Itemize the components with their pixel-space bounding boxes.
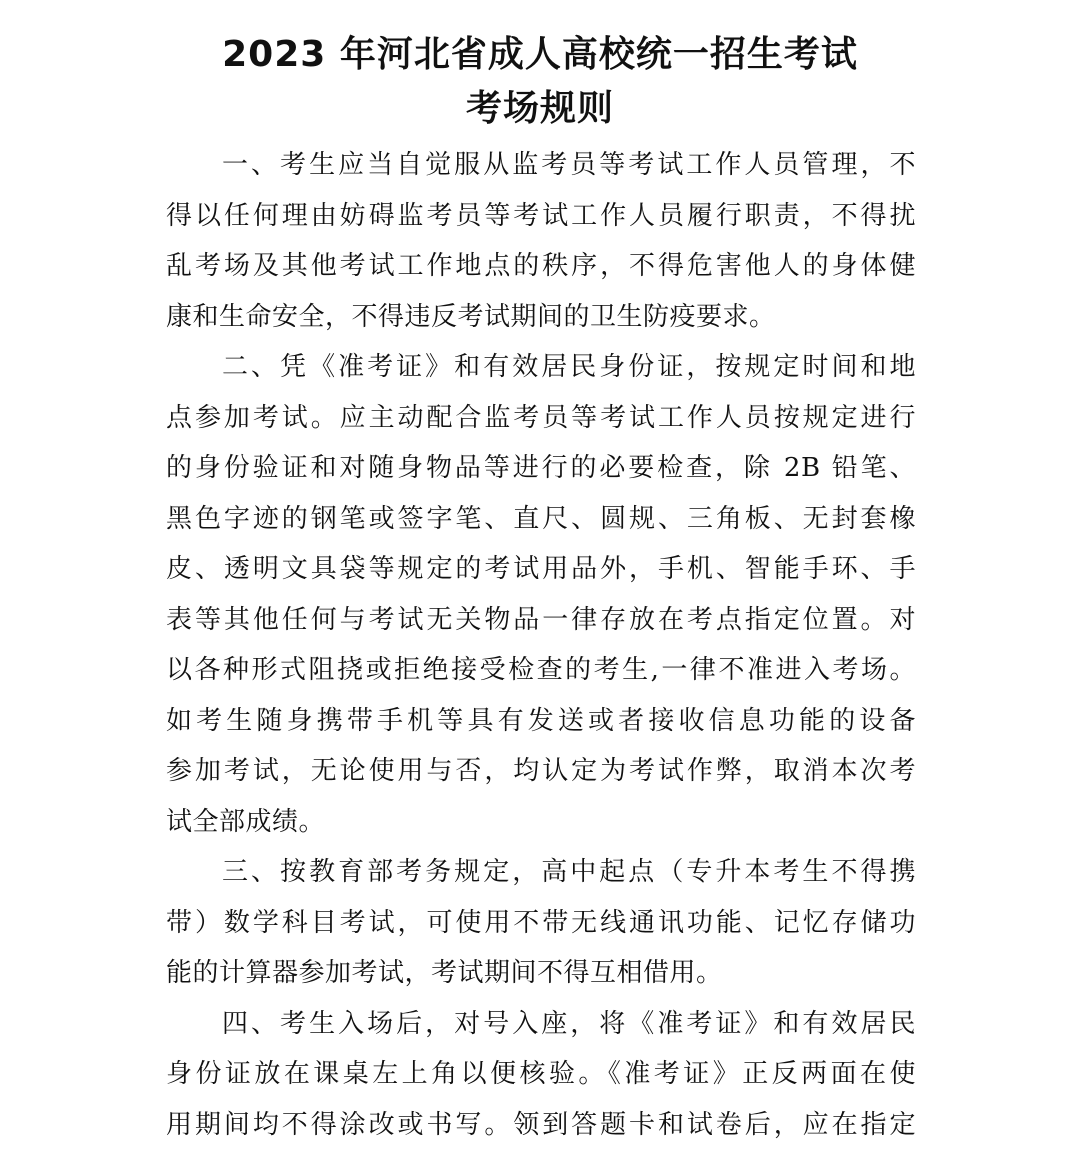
text-line: 以各种形式阻挠或拒绝接受检查的考生,一律不准进入考场。 <box>166 655 916 685</box>
text-line: 黑色字迹的钢笔或签字笔、直尺、圆规、三角板、无封套橡 <box>166 503 916 534</box>
text-line: 乱考场及其他考试工作地点的秩序，不得危害他人的身体健 <box>166 251 916 281</box>
paragraph-rule-4 <box>166 999 916 1151</box>
text-line: 如考生随身携带手机等具有发送或者接收信息功能的设备 <box>166 705 916 736</box>
text-line: 一、考生应当自觉服从监考员等考试工作人员管理，不 <box>222 150 916 180</box>
document-title <box>0 30 1080 134</box>
text-line: 三、按教育部考务规定，高中起点（专升本考生不得携 <box>222 857 916 887</box>
text-line: 的身份验证和对随身物品等进行的必要检查，除 2B 铅笔、 <box>166 453 916 483</box>
text-line: 带）数学科目考试，可使用不带无线通讯功能、记忆存储功 <box>166 907 916 938</box>
text-line: 皮、透明文具袋等规定的考试用品外，手机、智能手环、手 <box>166 554 916 584</box>
text-line: 身份证放在课桌左上角以便核验。《准考证》正反两面在使 <box>166 1059 916 1089</box>
text-line: 二、凭《准考证》和有效居民身份证，按规定时间和地 <box>222 352 916 382</box>
text-line: 试全部成绩。 <box>166 806 326 837</box>
document-body <box>166 140 916 1150</box>
paragraph-rule-2 <box>166 342 916 847</box>
text-line: 四、考生入场后，对号入座，将《准考证》和有效居民 <box>222 1008 916 1039</box>
text-line: 康和生命安全，不得违反考试期间的卫生防疫要求。 <box>166 301 776 332</box>
title-line-1: 2023 年河北省成人高校统一招生考试 <box>222 34 858 75</box>
title-line-2: 考场规则 <box>465 88 614 129</box>
text-line: 用期间均不得涂改或书写。领到答题卡和试卷后，应在指定 <box>166 1109 916 1140</box>
paragraph-rule-3 <box>166 847 916 999</box>
text-line: 点参加考试。应主动配合监考员等考试工作人员按规定进行 <box>166 402 916 433</box>
paragraph-rule-1 <box>166 140 916 342</box>
text-line: 表等其他任何与考试无关物品一律存放在考点指定位置。对 <box>166 604 916 635</box>
text-line: 得以任何理由妨碍监考员等考试工作人员履行职责，不得扰 <box>166 200 916 231</box>
text-line: 能的计算器参加考试，考试期间不得互相借用。 <box>166 958 723 988</box>
text-line: 参加考试，无论使用与否，均认定为考试作弊，取消本次考 <box>166 756 916 786</box>
